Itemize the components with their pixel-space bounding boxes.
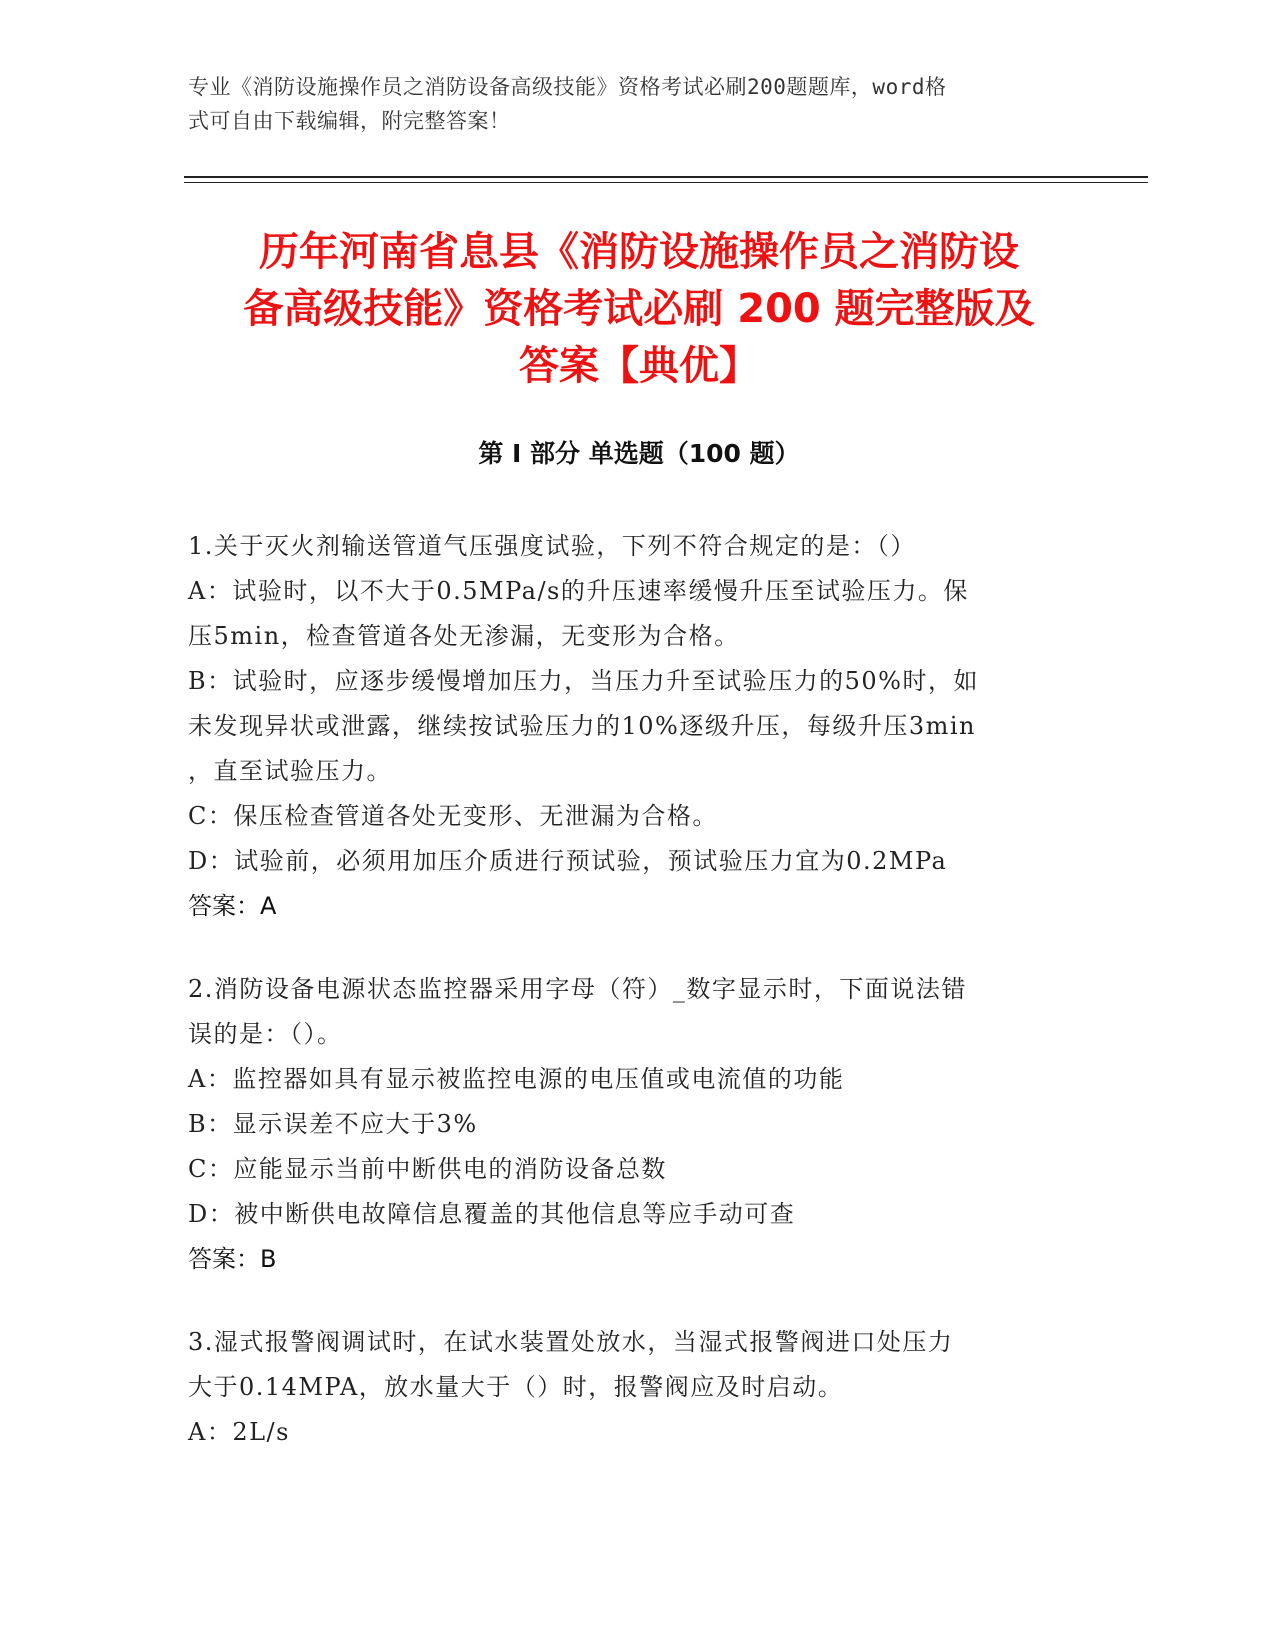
question-1-stem: 1.关于灭火剂输送管道气压强度试验，下列不符合规定的是：（）	[188, 532, 916, 560]
question-1-option-b-cont: 未发现异状或泄露，继续按试验压力的10%逐级升压，每级升压3min	[188, 712, 977, 740]
question-1-option-a-cont: 压5min，检查管道各处无渗漏，无变形为合格。	[188, 622, 740, 650]
question-2	[188, 967, 1088, 1282]
question-2-option-b: B：显示误差不应大于3%	[188, 1110, 478, 1138]
section-title: 第 I 部分 单选题（100 题）	[478, 439, 800, 468]
question-3-stem: 3.湿式报警阀调试时，在试水装置处放水，当湿式报警阀进口处压力	[188, 1328, 954, 1356]
question-2-answer: 答案：B	[188, 1245, 277, 1273]
question-2-option-c: C：应能显示当前中断供电的消防设备总数	[188, 1155, 667, 1183]
question-3-stem-cont: 大于0.14MPA，放水量大于（）时，报警阀应及时启动。	[188, 1373, 844, 1401]
document-title	[184, 224, 1094, 395]
document-title-line-2: 备高级技能》资格考试必刷 200 题完整版及	[243, 286, 1035, 332]
header-divider-thin	[184, 182, 1148, 183]
document-title-line-1: 历年河南省息县《消防设施操作员之消防设	[259, 229, 1019, 275]
header-note-line-2: 式可自由下载编辑，附完整答案！	[188, 109, 511, 133]
question-2-option-a: A：监控器如具有显示被监控电源的电压值或电流值的功能	[188, 1065, 845, 1093]
header-note-line-1: 专业《消防设施操作员之消防设备高级技能》资格考试必刷200题题库，word格	[188, 75, 947, 99]
question-3-option-a: A：2L/s	[188, 1418, 290, 1446]
question-2-option-d: D：被中断供电故障信息覆盖的其他信息等应手动可查	[188, 1200, 796, 1228]
question-1-option-c: C：保压检查管道各处无变形、无泄漏为合格。	[188, 802, 718, 830]
question-1-answer: 答案：A	[188, 892, 277, 920]
header-note	[188, 70, 1088, 138]
question-1-option-d: D：试验前，必须用加压介质进行预试验，预试验压力宜为0.2MPa	[188, 847, 948, 875]
question-2-stem-cont: 误的是：（）。	[188, 1020, 343, 1048]
question-2-stem: 2.消防设备电源状态监控器采用字母（符）_数字显示时，下面说法错	[188, 975, 967, 1003]
header-divider-thick	[184, 176, 1148, 178]
question-list	[188, 524, 1088, 1493]
question-1-option-a: A：试验时，以不大于0.5MPa/s的升压速率缓慢升压至试验压力。保	[188, 577, 969, 605]
document-title-line-3: 答案【典优】	[519, 343, 759, 389]
question-1	[188, 524, 1088, 929]
question-3	[188, 1320, 1088, 1455]
question-1-option-b: B：试验时，应逐步缓慢增加压力，当压力升至试验压力的50%时，如	[188, 667, 979, 695]
question-1-option-b-cont-2: ，直至试验压力。	[188, 757, 392, 785]
